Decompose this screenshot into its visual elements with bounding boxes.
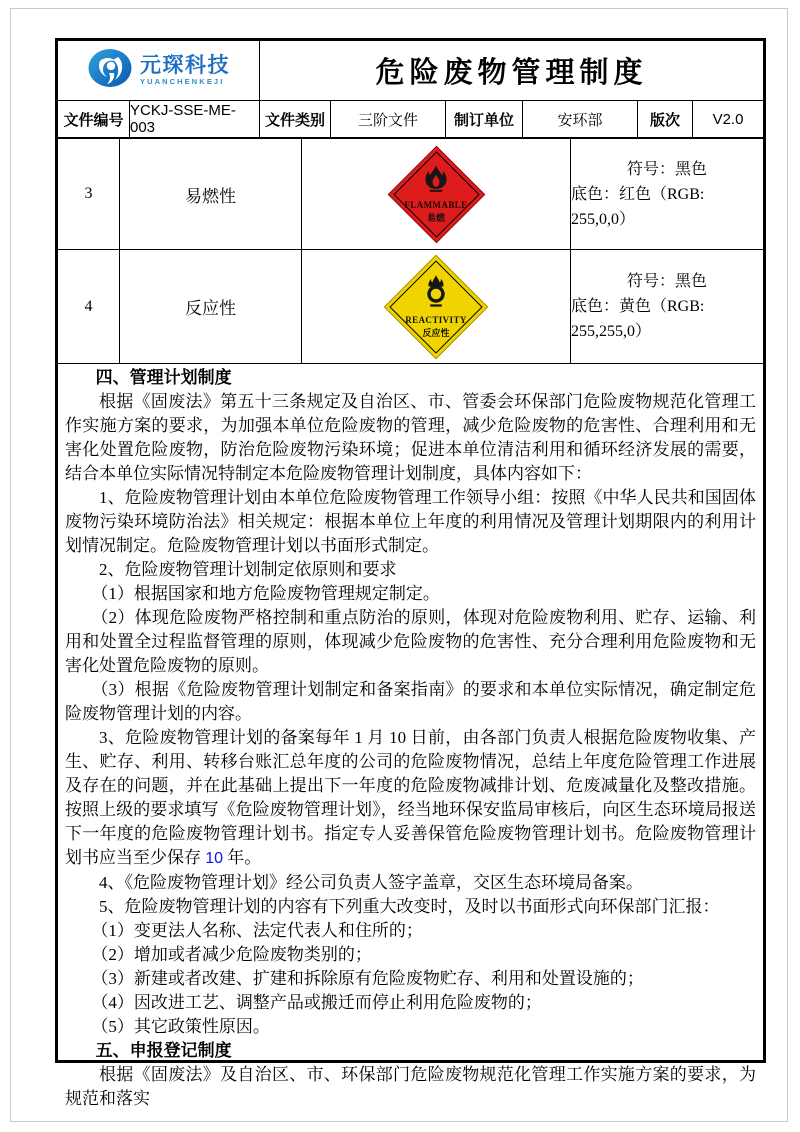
document-title: 危险废物管理制度 — [375, 57, 648, 89]
section-heading-4: 四、管理计划制度 — [95, 368, 232, 387]
row-index: 4 — [58, 250, 120, 363]
symbol-label-en: FLAMMABLE — [404, 200, 468, 210]
paragraph: 3、危险废物管理计划的备案每年 1 月 10 日前，由各部门负责人根据危险废物收集、产生、贮存、利用、转移台账汇总年度的公司的危险废物情况，总结上年度危险管理工作进展及存在的问题，并在此基础上提出下一年度的危险废物减排计划、危废减量化及整改措施。按照上级的要求填写《危险废物管理计划》，经当地环保安监局审核后，向区生态环境局报送下一年度的危险废物管理计划书。指定专人妥善保管危险废物管理计划书。危险废物管理计划书应当至少保存 10 年。 — [65, 728, 756, 867]
list-item: （5）其它政策性原因。 — [91, 1017, 270, 1036]
document-body — [58, 364, 763, 1111]
background-color-line: 底色：红色（RGB: 255,0,0） — [571, 185, 705, 228]
doc-number-value: YCKJ-SSE-ME-003 — [130, 101, 260, 137]
hazard-color-spec — [571, 250, 763, 363]
list-item: （3）根据《危险废物管理计划制定和备案指南》的要求和本单位实际情况，确定制定危险废物管理计划的内容。 — [65, 680, 756, 723]
issuing-dept-value: 安环部 — [523, 101, 638, 137]
paragraph: 根据《固废法》第五十三条规定及自治区、市、管委会环保部门危险废物规范化管理工作实施方案的要求，为加强本单位危险废物的管理，减少危险废物的危害性、合理利用和无害化处置危险废物，防治危险废物污染环境；促进本单位清洁利用和循环经济发展的需要，结合本单位实际情况特制定本危险废物管理计划制度，具体内容如下： — [65, 392, 756, 483]
title-cell — [260, 41, 763, 100]
hazard-name: 易燃性 — [120, 139, 302, 249]
meta-row — [58, 101, 763, 139]
row-index: 3 — [58, 139, 120, 249]
symbol-color-line: 符号：黑色 — [626, 273, 707, 290]
version-value: V2.0 — [712, 110, 744, 128]
oxidizer-flame-circle-icon — [421, 275, 451, 313]
brand-name: 元琛科技 — [140, 54, 230, 77]
list-item: （1）变更法人名称、法定代表人和住所的； — [91, 921, 423, 940]
issuing-dept-label: 制订单位 — [446, 101, 523, 137]
doc-category-value: 三阶文件 — [331, 101, 446, 137]
paragraph: 根据《固废法》及自治区、市、环保部门危险废物规范化管理工作实施方案的要求，为规范和落实 — [65, 1065, 756, 1108]
hazard-name: 反应性 — [120, 250, 302, 363]
symbol-label-en: REACTIVITY — [405, 314, 467, 325]
version-label: 版次 — [638, 101, 693, 137]
table-row-flammability — [58, 139, 763, 250]
logo-mark-icon — [87, 47, 133, 94]
background-color-line: 底色：黄色（RGB: 255,255,0） — [571, 298, 705, 340]
table-row-reactivity — [58, 250, 763, 364]
paragraph: 2、危险废物管理计划制定依原则和要求 — [99, 560, 397, 579]
list-item: （1）根据国家和地方危险废物管理规定制定。 — [91, 584, 440, 603]
brand-subtitle: YUANCHENKEJI — [140, 77, 225, 86]
hazard-symbol-cell — [302, 250, 571, 363]
hazard-color-spec — [571, 139, 763, 249]
retention-years-highlight: 10 — [205, 850, 224, 867]
section-heading-5: 五、申报登记制度 — [95, 1041, 232, 1060]
paragraph: 1、危险废物管理计划由本单位危险废物管理工作领导小组：按照《中华人民共和国固体废物污染环境防治法》相关规定：根据本单位上年度的利用情况及管理计划期限内的利用计划情况制定。危险废物管理计划以书面形式制定。 — [65, 488, 756, 555]
reactivity-diamond-icon — [376, 256, 496, 358]
header-row — [58, 41, 763, 101]
logo-cell — [58, 41, 260, 100]
doc-category-label: 文件类别 — [260, 101, 331, 137]
symbol-label-cn: 反应性 — [422, 327, 450, 338]
symbol-color-line: 符号：黑色 — [626, 160, 707, 178]
flame-icon — [420, 164, 452, 198]
company-logo — [87, 47, 230, 94]
list-item: （4）因改进工艺、调整产品或搬迁而停止利用危险废物的； — [91, 993, 542, 1012]
list-item: （3）新建或者改建、扩建和拆除原有危险废物贮存、利用和处置设施的； — [91, 969, 644, 988]
document-table — [55, 38, 766, 1108]
doc-number-label: 文件编号 — [58, 101, 130, 137]
symbol-label-cn: 易燃 — [426, 213, 445, 223]
list-item: （2）增加或者减少危险废物类别的； — [91, 945, 372, 964]
paragraph: 5、危险废物管理计划的内容有下列重大改变时，及时以书面形式向环保部门汇报： — [99, 897, 720, 916]
list-item: （2）体现危险废物严格控制和重点防治的原则，体现对危险废物利用、贮存、运输、利用和处置全过程监督管理的原则，体现减少危险废物的危害性、充分合理利用危险废物和无害化处置危险废物的原则。 — [65, 608, 756, 675]
paragraph: 4、《危险废物管理计划》经公司负责人签字盖章，交区生态环境局备案。 — [99, 873, 643, 892]
flammable-diamond-icon — [376, 143, 496, 245]
hazard-symbol-cell — [302, 139, 571, 249]
